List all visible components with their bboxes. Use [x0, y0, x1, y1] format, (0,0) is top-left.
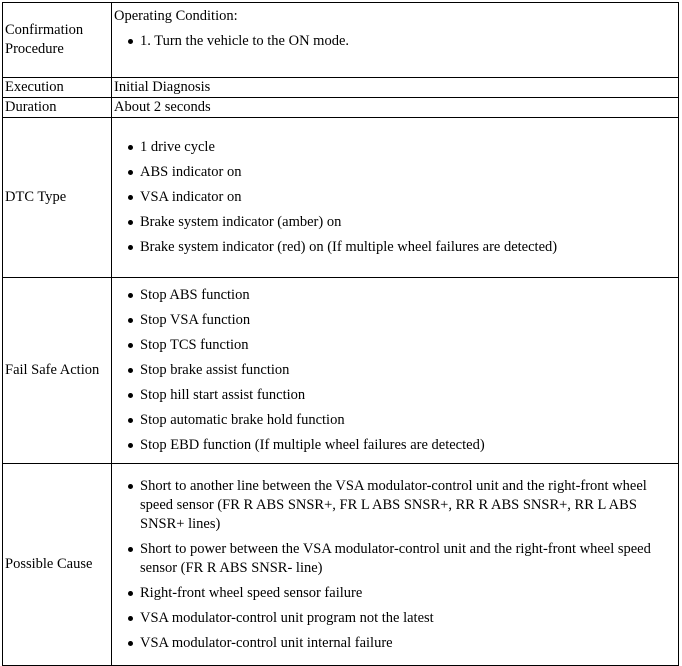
- list-item: Stop ABS function: [140, 286, 674, 305]
- dtc-type-label: DTC Type: [3, 118, 112, 278]
- list-item: Brake system indicator (red) on (If multiple wheel failures are detected): [140, 238, 674, 257]
- execution-row: [3, 78, 679, 98]
- confirmation-value: [112, 3, 679, 78]
- dtc-type-list: [114, 138, 674, 257]
- operating-condition-heading: Operating Condition:: [114, 8, 238, 24]
- list-item: VSA modulator-control unit internal failure: [140, 634, 674, 653]
- list-item: Brake system indicator (amber) on: [140, 213, 674, 232]
- possible-cause-row: [3, 464, 679, 666]
- possible-cause-label: Possible Cause: [3, 464, 112, 666]
- list-item: VSA modulator-control unit program not the latest: [140, 609, 674, 628]
- list-item: 1. Turn the vehicle to the ON mode.: [140, 32, 674, 51]
- possible-cause-value: [112, 464, 679, 666]
- dtc-type-row: [3, 118, 679, 278]
- dtc-info-table: [2, 2, 679, 666]
- execution-label: Execution: [3, 78, 112, 98]
- list-item: 1 drive cycle: [140, 138, 674, 157]
- list-item: Right-front wheel speed sensor failure: [140, 584, 674, 603]
- possible-cause-list: [114, 477, 674, 653]
- fail-safe-row: [3, 278, 679, 464]
- duration-label: Duration: [3, 98, 112, 118]
- fail-safe-label: Fail Safe Action: [3, 278, 112, 464]
- confirmation-row: [3, 3, 679, 78]
- list-item: Stop TCS function: [140, 336, 674, 355]
- list-item: Stop brake assist function: [140, 361, 674, 380]
- fail-safe-value: [112, 278, 679, 464]
- list-item: Short to another line between the VSA modulator-control unit and the right-front wheel speed sensor (FR R ABS SNSR+, FR L ABS SNSR+, RR R ABS SNSR+, RR L ABS SNSR+ lines): [140, 477, 674, 534]
- list-item: Stop hill start assist function: [140, 386, 674, 405]
- list-item: Stop VSA function: [140, 311, 674, 330]
- confirmation-list: [114, 32, 674, 51]
- dtc-type-value: [112, 118, 679, 278]
- list-item: Short to power between the VSA modulator-control unit and the right-front wheel speed sensor (FR R ABS SNSR- line): [140, 540, 674, 578]
- execution-value: Initial Diagnosis: [112, 78, 679, 98]
- list-item: ABS indicator on: [140, 163, 674, 182]
- list-item: Stop EBD function (If multiple wheel failures are detected): [140, 436, 674, 455]
- list-item: VSA indicator on: [140, 188, 674, 207]
- duration-row: [3, 98, 679, 118]
- duration-value: About 2 seconds: [112, 98, 679, 118]
- list-item: Stop automatic brake hold function: [140, 411, 674, 430]
- confirmation-label: Confirmation Procedure: [3, 3, 112, 78]
- fail-safe-list: [114, 286, 674, 455]
